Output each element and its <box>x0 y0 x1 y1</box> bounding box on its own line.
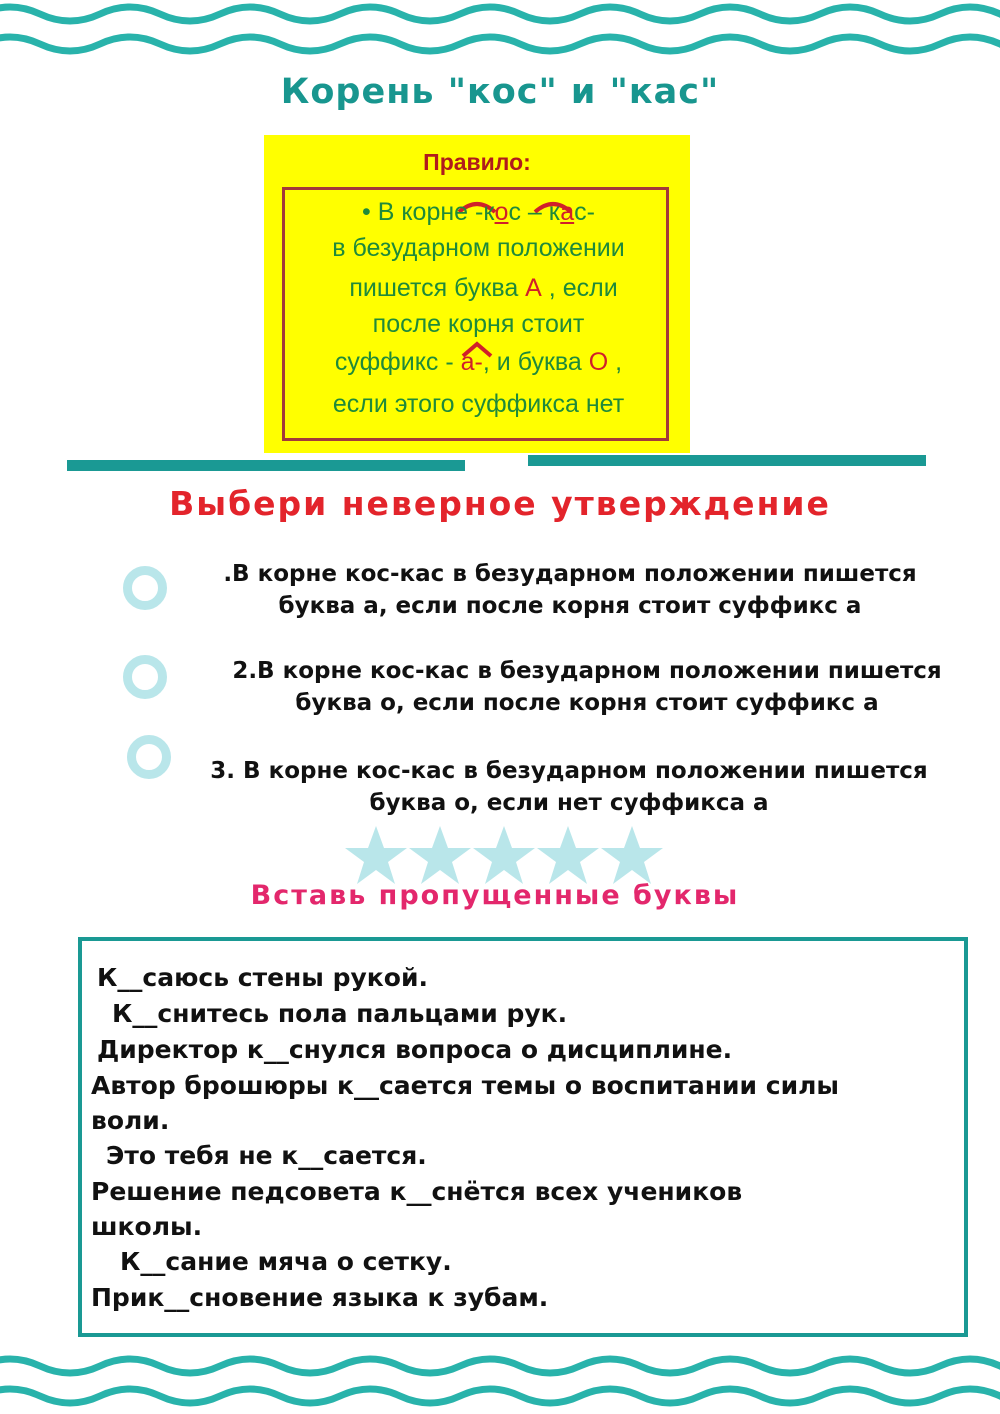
task-title: Вставь пропущенные буквы <box>250 880 740 911</box>
task-line-2: К__снитесь пола пальцами рук. <box>112 999 568 1028</box>
task-line-8: школы. <box>91 1212 203 1241</box>
rule-line-3: пишется буква А , если <box>349 274 618 302</box>
divider-left <box>67 460 465 471</box>
option-2-text[interactable]: 2.В корне кос-кас в безударном положении пишется буква о, если после корня стоит суффикс а <box>232 658 942 716</box>
rule-line-2: в безударном положении <box>332 234 625 262</box>
task-line-10: Прик__сновение языка к зубам. <box>91 1283 549 1312</box>
option-2-radio[interactable] <box>123 655 167 699</box>
quiz-title: Выбери неверное утверждение <box>169 484 831 523</box>
star-icon <box>345 826 407 884</box>
rule-frame <box>282 187 669 441</box>
option-1-text[interactable]: .В корне кос-кас в безударном положении пишется буква а, если после корня стоит суффикс а <box>223 561 917 619</box>
star-icon <box>473 826 535 884</box>
task-line-3: Директор к__снулся вопроса о дисциплине. <box>97 1035 733 1064</box>
divider-right <box>528 455 926 466</box>
task-line-4: Автор брошюры к__сается темы о воспитании силы <box>91 1071 839 1100</box>
star-icon <box>409 826 471 884</box>
star-icon <box>601 826 663 884</box>
rule-line-4: после корня стоит <box>372 310 585 338</box>
rule-line-1: • В корне -кос – кас- <box>362 198 595 226</box>
rule-heading: Правило: <box>423 149 531 175</box>
option-3-radio[interactable] <box>127 735 171 779</box>
answer-box <box>78 937 968 1337</box>
option-1-radio[interactable] <box>123 566 167 610</box>
option-3-text[interactable]: 3. В корне кос-кас в безударном положении пишется буква о, если нет суффикса а <box>210 758 928 816</box>
rule-box <box>264 135 690 453</box>
page-title: Корень "кос" и "кас" <box>280 72 720 112</box>
rule-line-5: суффикс - а-, и буква О , <box>334 348 623 376</box>
task-line-7: Решение педсовета к__снётся всех учеников <box>91 1177 743 1206</box>
bottom-wave-decoration <box>0 1350 1000 1414</box>
task-line-1: К__саюсь стены рукой. <box>97 963 428 992</box>
stars-decoration <box>344 824 664 888</box>
star-icon <box>537 826 599 884</box>
task-line-5: воли. <box>91 1106 170 1135</box>
task-line-6: Это тебя не к__сается. <box>106 1141 427 1170</box>
top-wave-decoration <box>0 0 1000 60</box>
rule-line-6: если этого суффикса нет <box>332 390 625 418</box>
task-line-9: К__сание мяча о сетку. <box>120 1247 452 1276</box>
